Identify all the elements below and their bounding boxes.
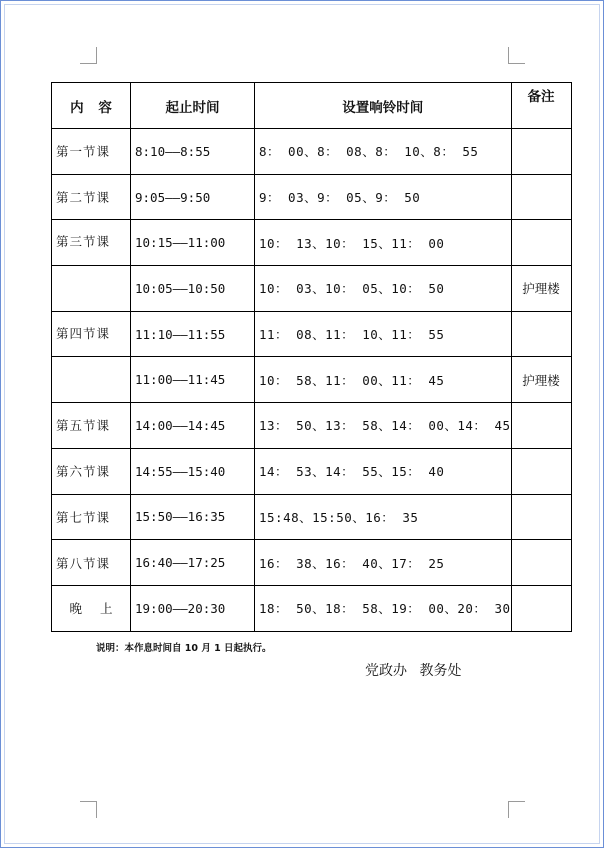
note-cell bbox=[511, 494, 571, 540]
note-cell bbox=[511, 540, 571, 586]
bell-cell: 15:48、15:50、16： 35 bbox=[255, 494, 512, 540]
bell-cell: 16： 38、16： 40、17： 25 bbox=[255, 540, 512, 586]
header-range-label: 起止时间 bbox=[165, 99, 220, 116]
range-cell: 16:40——17:25 bbox=[131, 540, 255, 586]
note-cell: 护理楼 bbox=[511, 266, 571, 312]
note-cell bbox=[511, 403, 571, 449]
margin-mark-top-left bbox=[80, 47, 97, 64]
table-row bbox=[52, 220, 572, 266]
note-cell bbox=[511, 220, 571, 266]
period-cell: 第五节课 bbox=[52, 403, 131, 449]
table-row bbox=[52, 266, 572, 312]
range-cell: 14:55——15:40 bbox=[131, 448, 255, 494]
header-bell bbox=[255, 83, 512, 129]
period-cell bbox=[52, 266, 131, 312]
bell-cell: 13： 50、13： 58、14： 00、14： 45 bbox=[255, 403, 512, 449]
bell-cell: 8： 00、8： 08、8： 10、8： 55 bbox=[255, 129, 512, 175]
header-range bbox=[131, 83, 255, 129]
bell-cell: 14： 53、14： 55、15： 40 bbox=[255, 448, 512, 494]
header-content-label: 内 容 bbox=[70, 99, 112, 116]
table-row bbox=[52, 585, 572, 631]
range-cell: 10:15——11:00 bbox=[131, 220, 255, 266]
bell-cell: 10： 58、11： 00、11： 45 bbox=[255, 357, 512, 403]
header-note-label: 备注 bbox=[527, 89, 555, 105]
period-cell: 第一节课 bbox=[52, 129, 131, 175]
period-cell bbox=[52, 357, 131, 403]
range-cell: 11:10——11:55 bbox=[131, 311, 255, 357]
period-cell: 晚 上 bbox=[52, 585, 131, 631]
footnote: 说明：本作息时间自 10 月 1 日起执行。 bbox=[96, 643, 272, 654]
period-cell: 第七节课 bbox=[52, 494, 131, 540]
table-row bbox=[52, 174, 572, 220]
note-cell: 护理楼 bbox=[511, 357, 571, 403]
range-cell: 10:05——10:50 bbox=[131, 266, 255, 312]
bell-cell: 9： 03、9： 05、9： 50 bbox=[255, 174, 512, 220]
period-cell: 第三节课 bbox=[52, 220, 131, 266]
range-cell: 11:00——11:45 bbox=[131, 357, 255, 403]
note-cell bbox=[511, 311, 571, 357]
table-row bbox=[52, 311, 572, 357]
header-bell-label: 设置响铃时间 bbox=[342, 99, 424, 116]
note-cell bbox=[511, 174, 571, 220]
range-cell: 15:50——16:35 bbox=[131, 494, 255, 540]
signature: 党政办 教务处 bbox=[365, 663, 462, 679]
header-note bbox=[511, 83, 571, 129]
range-cell: 14:00——14:45 bbox=[131, 403, 255, 449]
bell-cell: 10： 03、10： 05、10： 50 bbox=[255, 266, 512, 312]
note-cell bbox=[511, 448, 571, 494]
period-cell: 第四节课 bbox=[52, 311, 131, 357]
margin-mark-bottom-right bbox=[508, 801, 525, 818]
table-row bbox=[52, 403, 572, 449]
note-cell bbox=[511, 129, 571, 175]
range-cell: 19:00——20:30 bbox=[131, 585, 255, 631]
margin-mark-top-right bbox=[508, 47, 525, 64]
margin-mark-bottom-left bbox=[80, 801, 97, 818]
period-cell: 第八节课 bbox=[52, 540, 131, 586]
range-cell: 8:10——8:55 bbox=[131, 129, 255, 175]
table-header-row bbox=[52, 83, 572, 129]
note-cell bbox=[511, 585, 571, 631]
bell-cell: 10： 13、10： 15、11： 00 bbox=[255, 220, 512, 266]
bell-cell: 11： 08、11： 10、11： 55 bbox=[255, 311, 512, 357]
header-content bbox=[52, 83, 131, 129]
table-row bbox=[52, 448, 572, 494]
table-row bbox=[52, 357, 572, 403]
table-row bbox=[52, 129, 572, 175]
period-cell: 第二节课 bbox=[52, 174, 131, 220]
schedule-table bbox=[51, 82, 572, 632]
table-row bbox=[52, 540, 572, 586]
range-cell: 9:05——9:50 bbox=[131, 174, 255, 220]
bell-cell: 18： 50、18： 58、19： 00、20： 30 bbox=[255, 585, 512, 631]
period-cell: 第六节课 bbox=[52, 448, 131, 494]
table-row bbox=[52, 494, 572, 540]
